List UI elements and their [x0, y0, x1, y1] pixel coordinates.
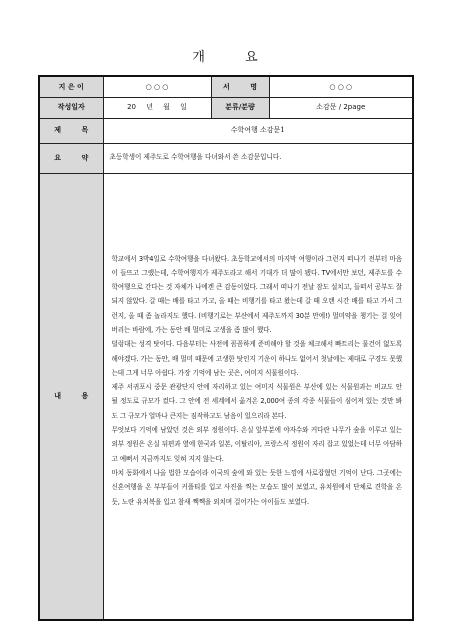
subject-label: 제 목 — [39, 118, 103, 143]
content-label: 내 용 — [39, 173, 103, 620]
subject-value: 수학여행 소감문1 — [103, 118, 413, 143]
content-paragraph: 마치 동화에서 나올 법한 모습이라 이국의 숲에 와 있는 듯한 느낌에 사로잡혔던 기억이 난다. 그곳에는 신혼여행을 온 부부들이 커플티를 입고 사진을 찍는 모습도 많이 보였고, 유치원에서 단체로 견학을 온 듯, 노란 유치복을 입고 참새 짹짹을 외치며 걸어가는 아이들도 보였다. — [111, 468, 402, 506]
category-value: 소감문 / 2page — [269, 97, 413, 118]
content-cell — [103, 173, 413, 620]
document-title: 개 요 — [192, 50, 276, 65]
date-label: 작성일자 — [39, 97, 103, 118]
content-paragraph: 덜렁대는 성격 탓이다. 다음부터는 사전에 꼼꼼하게 준비해야 할 것을 체크해서 빠트리는 물건이 없도록 해야겠다. 가는 동안, 배 멀미 때문에 고생한 탓인지 기운이 하나도 없어서 첫날에는 제대로 구경도 못했는데 그게 너무 아쉽다. 가장 기억에 남는 곳은, 여미지 식물원이다. — [111, 340, 402, 377]
content-paragraph: 제주 서귀포시 중문 관광단지 안에 자리하고 있는 여미지 식물원은 부산에 있는 식물원과는 비교도 안 될 정도로 규모가 컸다. 그 안에 전 세계에서 옮겨온 2,000여 종의 각종 식물들이 심어져 있는 것만 봐도 그 규모가 얼마나 큰지는 짐작하고도 남음이 있으리라 본다. — [111, 383, 402, 420]
author-value: ○ ○ ○ — [103, 76, 211, 97]
summary-value: 초등학생이 제주도로 수학여행을 다녀와서 쓴 소감문입니다. — [103, 143, 413, 173]
signature-value: ○ ○ ○ — [269, 76, 413, 97]
category-label: 분류/분량 — [211, 97, 269, 118]
content-paragraph: 학교에서 3박4일로 수학여행을 다녀왔다. 초등학교에서의 마지막 여행이라 그런지 떠나기 전부터 마음이 들뜨고 그랬는데, 수학여행지가 제주도라고 해서 기대가 더 많이 됐다. TV에서만 보던, 제주도를 수학여행으로 간다는 것 자체가 나에겐 큰 감동이었다. 그래서 떠나기 전날 잠도 설치고, 들떠서 공부도 잘 되지 않았다. 갈 때는 배를 타고 가고, 올 때는 비행기를 타고 왔는데 갈 때 오랜 시간 배를 타고 가서 그런지, 올 때 좀 놀라지도 했다. (비행기로는 부산에서 제주도까지 30분 만에!) 멀미약을 챙기는 걸 잊어버리는 바람에, 가는 동안 배 멀미로 고생을 좀 많이 했다. — [111, 254, 402, 334]
author-label: 지 은 이 — [39, 76, 103, 97]
date-value: 20 년 월 일 — [103, 97, 211, 118]
summary-form — [38, 75, 414, 621]
summary-label: 요 약 — [39, 143, 103, 173]
signature-label: 서 명 — [211, 76, 269, 97]
content-paragraph: 무엇보다 기억에 남았던 것은 외부 정원이다. 온실 앞부분에 야자수와 커다란 나무가 숲을 이루고 있는 외부 정원은 온실 뒤편과 옆에 한국과 일본, 이탈리아, 프랑스식 정원이 자리 잡고 있었는데 너무 아담하고 예뻐서 지금까지도 잊혀 지지 않는다. — [111, 426, 402, 463]
